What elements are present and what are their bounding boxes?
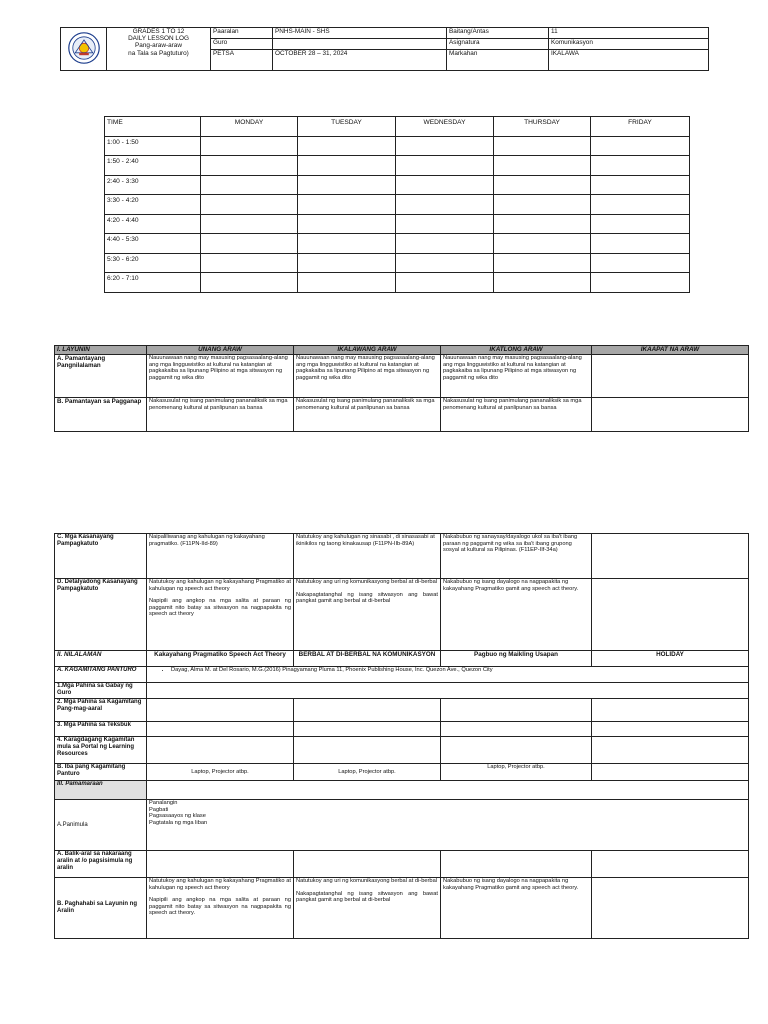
header-ikaapat-na-araw: IKAAPAT NA ARAW xyxy=(592,346,749,355)
iba-pang-kagamitan-label: B. Iba pang Kagamitang Panturo xyxy=(55,764,147,781)
detalyado-day1-p1: Natutukoy ang kahulugan ng kakayahang Pragmatiko at kahulugan ng speech act theory xyxy=(149,579,291,592)
nilalaman-day1: Kakayahang Pragmatiko Speech Act Theory xyxy=(147,651,294,667)
schedule-header-monday: MONDAY xyxy=(201,117,298,137)
schedule-row xyxy=(105,136,690,156)
nilalaman-day3: Pagbuo ng Maikling Usapan xyxy=(441,651,592,667)
header-ikatlong-araw: IKATLONG ARAW xyxy=(441,346,592,355)
pangnilalaman-day3: Nauunawaan nang may masusing pagsasaalang-alang ang mga lingguwistiko at kultural na katangian at pagkakaiba sa lipunang Pilipino at mga sitwasyon ng paggamit ng wika dito xyxy=(441,355,592,398)
kasanayang-pampagkatuto-label: C. Mga Kasanayang Pampagkatuto xyxy=(55,534,147,579)
pamamaraan-label: III. Pamamaraan xyxy=(55,781,147,800)
paghahabi-day2 xyxy=(294,878,441,939)
schedule-time: 1:50 - 2:40 xyxy=(105,156,201,176)
pagganap-day2: Nakasusulat ng isang panimulang pananaliksik sa mga penomenang kultural at panlipunan sa bansa xyxy=(294,398,441,432)
kasanayan-day3: Nakabubuo ng sanaysay/dayalogo ukol sa iba't ibang paraan ng paggamit ng wika sa iba't ibang grupong sosyal at kultural sa Pilipinas. (F11EP-IIf-34a) xyxy=(441,534,592,579)
detalyado-day3: Nakabubuo ng isang dayalogo na nagpapakita ng kakayahang Pragmatiko gamit ang speech act theory. xyxy=(441,579,592,651)
layunin-table xyxy=(54,345,749,432)
detalyado-day2-p1: Natutukoy ang uri ng komunikasyong berbal at di-berbal xyxy=(296,579,438,585)
paghahabi-day1-p1: Natutukoy ang kahulugan ng kakayahang Pragmatiko at kahulugan ng speech act theory xyxy=(149,878,291,891)
guro-value xyxy=(273,39,447,50)
schedule-row xyxy=(105,195,690,215)
petsa-value: OCTOBER 28 – 31, 2024 xyxy=(273,50,447,71)
asignatura-value: Komunikasyon xyxy=(549,39,709,50)
schedule-header-tuesday: TUESDAY xyxy=(298,117,396,137)
schedule-row xyxy=(105,156,690,176)
schedule-header-time: TIME xyxy=(105,117,201,137)
schedule-time: 4:20 - 4:40 xyxy=(105,214,201,234)
balik-aral-label: A. Balik-aral sa nakaraang aralin at /o pagsisimula ng aralin xyxy=(55,851,147,878)
schedule-row xyxy=(105,175,690,195)
pamantayan-sa-pagganap-label: B. Pamantayan sa Pagganap xyxy=(55,398,147,432)
pamantayang-pangnilalaman-label: A. Pamantayang Pangnilalaman xyxy=(55,355,147,398)
panimula-item: Pagtatala ng mga liban xyxy=(149,819,208,826)
iba-day2: Laptop, Projector atbp. xyxy=(294,764,441,781)
reference-item: • Dayag, Alma M. at Del Rosario, M.G.(2016) Pinagyamang Pluma 11, Phoenix Publishing House, Inc. Quezon Ave., Quezon City xyxy=(171,667,746,674)
detalyado-day1 xyxy=(147,579,294,651)
paaralan-value: PNHS-MAIN - SHS xyxy=(273,28,447,39)
schedule-row xyxy=(105,273,690,293)
detalyado-day1-p2: Napipili ang angkop na mga salita at paraan ng paggamit nito batay sa sitwasyon na nagpapakita ng speech act theory xyxy=(149,598,291,618)
schedule-time: 3:30 - 4:20 xyxy=(105,195,201,215)
kagamitang-panturo-label: A. KAGAMITANG PANTURO xyxy=(55,667,147,683)
petsa-label: PETSA xyxy=(211,50,273,71)
dll-title xyxy=(107,28,211,71)
schedule-row xyxy=(105,253,690,273)
schedule-header-friday: FRIDAY xyxy=(591,117,690,137)
guro-label: Guro xyxy=(211,39,273,50)
schedule-time: 6:20 - 7:10 xyxy=(105,273,201,293)
kasanayan-day1: Naipaliliwanag ang kahulugan ng kakayahang pragmatiko. (F11PN-IId-89) xyxy=(147,534,294,579)
pagganap-day3: Nakasusulat ng isang panimulang pananaliksik sa mga penomenang kultural at panlipunan sa bansa xyxy=(441,398,592,432)
paaralan-label: Paaralan xyxy=(211,28,273,39)
nilalaman-day4: HOLIDAY xyxy=(592,651,749,667)
kagamitang-mag-aaral-label: 2. Mga Pahina sa Kagamitang Pang-mag-aaral xyxy=(55,699,147,722)
kasanayan-day2: Natutukoy ang kahulugan ng sinasabi , di sinasasabi at ikinikilos ng taong kinakausap (F11PN-IIb-89A) xyxy=(294,534,441,579)
title-line-3: Pang-araw-araw xyxy=(135,42,182,50)
paghahabi-day3: Nakabubuo ng isang dayalogo na nagpapakita ng kakayahang Pragmatiko gamit ang speech act theory. xyxy=(441,878,592,939)
detalyado-day2 xyxy=(294,579,441,651)
karagdagang-kagamitan-label: 4. Karagdagang Kagamitan mula sa Portal ng Learning Resources xyxy=(55,737,147,764)
title-line-1: GRADES 1 TO 12 xyxy=(132,28,185,35)
title-line-4: na Tala sa Pagtuturo) xyxy=(128,49,189,57)
pangnilalaman-day1: Nauunawaan nang may masusing pagsasaalang-alang ang mga lingguwistiko at kultural na katangian at pagkakaiba sa lipunang Pilipino at mga sitwasyon ng paggamit ng wika dito xyxy=(147,355,294,398)
panimula-item: Pagbati xyxy=(149,806,169,813)
panimula-item: Panalangin xyxy=(149,800,178,806)
markahan-label: Markahan xyxy=(447,50,549,71)
header-ikalawang-araw: IKALAWANG ARAW xyxy=(294,346,441,355)
pangnilalaman-day2: Nauunawaan nang may masusing pagsasaalang-alang ang mga lingguwistiko at kultural na katangian at pagkakaiba sa lipunang Pilipino at mga sitwasyon ng paggamit ng wika dito xyxy=(294,355,441,398)
schedule-row xyxy=(105,234,690,254)
baitang-label: Baitang/Antas xyxy=(447,28,549,39)
teksbuk-label: 3. Mga Pahina sa Teksbuk xyxy=(55,722,147,737)
deped-seal-icon xyxy=(68,32,100,64)
paghahabi-day2-p2: Nakapagtatanghal ng isang sitwasyon ang bawat pangkat gamit ang berbal at di-berbal xyxy=(296,890,438,904)
schedule-table xyxy=(104,116,690,293)
paghahabi-day2-p1: Natutukoy ang uri ng komunikasyong berbal at di-berbal xyxy=(296,878,438,884)
deped-seal-cell xyxy=(61,28,107,71)
schedule-header-wednesday: WEDNESDAY xyxy=(396,117,494,137)
pagganap-day1: Nakasusulat ng isang panimulang pananaliksik sa mga penomenang kultural at panlipunan sa bansa xyxy=(147,398,294,432)
asignatura-label: Asignatura xyxy=(447,39,549,50)
nilalaman-day2: BERBAL AT DI-BERBAL NA KOMUNIKASYON xyxy=(294,651,441,667)
markahan-value: IKALAWA xyxy=(549,50,709,71)
layunin-header: I. LAYUNIN xyxy=(55,346,147,355)
kagamitang-reference xyxy=(147,667,749,683)
gabay-ng-guro-label: 1.Mga Pahina sa Gabay ng Guro xyxy=(55,683,147,699)
paghahabi-day1 xyxy=(147,878,294,939)
baitang-value: 11 xyxy=(549,28,709,39)
header-table xyxy=(60,27,709,71)
detalyado-day2-p2: Nakapagtatanghal ng isang sitwasyon ang bawat pangkat gamit ang berbal at di-berbal xyxy=(296,591,438,605)
paghahabi-day1-p2: Napipili ang angkop na mga salita at paraan ng paggamit nito batay sa sitwasyon na nagpapakita ng speech act theory. xyxy=(149,897,291,917)
panimula-item: Pagsasaayos ng klase xyxy=(149,813,206,820)
panimula-content xyxy=(147,800,749,851)
schedule-time: 2:40 - 3:30 xyxy=(105,175,201,195)
schedule-header-thursday: THURSDAY xyxy=(494,117,591,137)
schedule-row xyxy=(105,214,690,234)
title-line-2: DAILY LESSON LOG xyxy=(128,35,189,43)
panimula-label: A.Panimula xyxy=(55,800,147,851)
nilalaman-label: II. NILALAMAN xyxy=(55,651,147,667)
iba-day1: Laptop, Projector atbp. xyxy=(147,764,294,781)
schedule-time: 1:00 - 1:50 xyxy=(105,136,201,156)
schedule-time: 4:40 - 5:30 xyxy=(105,234,201,254)
paghahabi-label: B. Paghahabi sa Layunin ng Aralin xyxy=(55,878,147,939)
schedule-time: 5:30 - 6:20 xyxy=(105,253,201,273)
header-unang-araw: UNANG ARAW xyxy=(147,346,294,355)
iba-day3: Laptop, Projector atbp. xyxy=(441,764,592,781)
lesson-plan-table xyxy=(54,533,749,939)
detalyadong-kasanayan-label: D. Detalyadong Kasanayang Pampagkatuto xyxy=(55,579,147,651)
